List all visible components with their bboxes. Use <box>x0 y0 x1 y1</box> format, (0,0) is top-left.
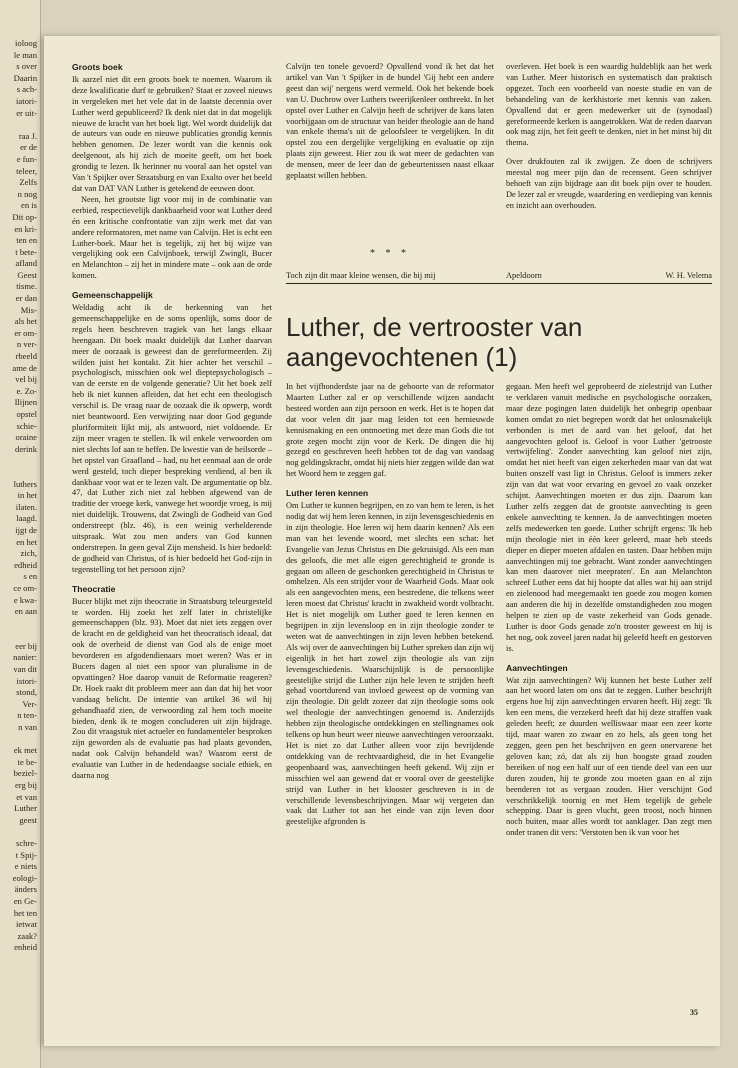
body-paragraph: In het vijfhonderdste jaar na de geboorte van de reformator Maarten Luther zal er op verschillende wijzen aandacht besteed worden aan zijn persoon en werk. Het is te hopen dat dat voor velen dit jaar mag leiden tot een hernieuwde kennismaking en een ontmoeting met deze man Gods die tot grote zegen mocht zijn voor de Kerk. De dingen die hij gezegd en geschreven heeft hebben tot de dag van vandaag nog geldingskracht, omdat hij niets hier zeggen wilde dan wat het Woord hem te zeggen gaf. <box>286 382 494 479</box>
adjacent-page-fragment: Zelfs <box>19 177 37 188</box>
body-paragraph: Bucer blijkt met zijn theocratie in Straatsburg teleurgesteld te worden. Hij zoekt het zelf later in christelijke gemeenschappen (blz. 93). Moet dat niet iets zeggen over de kracht en de geldigheid van het theocratisch ideaal, dat ook de overheid de dienst van God als de enige moet bevorderen en afgodendienaars moet weren? Was er in Bucers dagen al niet een spoor van pluralisme in de opvattingen? Hoe daarop vanuit de Reformatie reageren? Dr. Hoek raakt dit probleem meer aan dan dat hij het voor vandaag belicht. De intentie van artikel 36 wil hij gehandhaafd zien, de verwoording zal hem toch moeite bieden, denk ik te mogen concluderen uit zijn bijdrage. Zou dit vraagstuk niet actueler en fundamenteler besproken zijn geworden als de evaluatie pas had plaats gevonden, nadat ook Calvijn behandeld was? Waarom eerst de evaluatie van Luther in de hedendaagse sociale ethiek, en daarna nog <box>72 596 272 781</box>
adjacent-page-fragment: n ver- <box>16 339 37 350</box>
adjacent-page-fragment: ioloog <box>15 38 37 48</box>
review-paragraph: overleven. Het boek is een waardig huldeblijk aan het werk van Luther. Meer historisch en systematisch dan praktisch opgezet. Toch een voorbeeld van noeste studie en van de behandeling van de kerkhistorie met kennis van zaken. Opvallend dat er geen medewerker uit de (synodaal) gereformeerde kerken is aangetrokken. Wat de reden daarvan ook mag zijn, het feit geeft te denken, niet in het minst bij dit thema. <box>506 62 712 148</box>
review-paragraph: Over drukfouten zal ik zwijgen. Ze doen de schrijvers meestal nog meer pijn dan de recensent. Geen schrijver behoeft van zijn bijdrage aan dit boek pijn over te houden. De lezer zal er vreugde, waardering en verdieping van kennis en inzicht aan overhouden. <box>506 157 712 210</box>
adjacent-page-strip <box>0 0 41 1068</box>
adjacent-page-fragment: Daarin <box>13 72 37 83</box>
adjacent-page-fragment: en is <box>21 200 37 211</box>
adjacent-page-fragment: en kri- <box>14 223 37 234</box>
adjacent-page-fragment <box>0 629 40 641</box>
adjacent-page-fragment: afland <box>15 258 37 269</box>
body-paragraph: Weldadig acht ik de herkenning van het gemeenschappelijke en de soms openlijk, soms door de regels heen beschreven tragiek van het langs elkaar heengaan. Dit boek maakt duidelijk dat Luther daarvan meer de oorzaak is geweest dan de gereformeerden. Zij wilden juist het kontakt. Zit hier achter het verschil – psychologisch, misschien ook wel dieptepsychologisch – van de eerste en de volgende generatie? Uit het boek zelf heb ik niet kunnen afleiden, dat het echt een theologisch verschil is. De vraag naar de oozaak die ik opwerp, wordt niet beantwoord. Een verwijzing naar door God gegunde pluriformiteit lijkt mij, als antwoord, niet voldoende. Er zijn meer vragen te stellen. Ik wil enkele verwoorden om niet slechts lof aan te heffen. De kwestie van de heilsorde – het opstel van Graafland – had, nu het eenmaal aan de orde werd gesteld, toch dieper bespreking verdiend, al ben ik dankbaar voor wat er te lezen valt. De argumentatie op blz. 47, dat Luther zich niet zal hebben afgewend van de traditie der vroege kerk, vanwege het woordje vroeg, is mij niet duidelijk. Trouwens, dat Zwingli de Godheid van God onderstreept (blz. 46), is een weinig verhelderende uitspraak. Wat zou men anders van God kunnen onderstrepen. In geen geval Zijn menshеid. Is hier bedoeld: de godheid van Christus, of is hier bedoeld het God-zijn in tegenstelling tot het persoon zijn? <box>72 303 272 574</box>
article-headline: Luther, de vertrooster van aangevochtenen (1) <box>286 312 583 372</box>
adjacent-page-fragment: zaak? <box>17 930 37 941</box>
adjacent-page-fragment <box>0 467 40 479</box>
adjacent-page-fragment: beziel- <box>13 768 37 779</box>
adjacent-page-fragment: er de <box>20 142 37 153</box>
review-column-2 <box>286 62 494 262</box>
article-column-2 <box>506 382 712 1002</box>
adjacent-page-fragment: derink <box>15 443 37 454</box>
adjacent-page-fragment: opstel <box>16 409 37 419</box>
adjacent-page-fragment: et van <box>16 791 37 802</box>
adjacent-page-fragment: le man <box>13 49 37 60</box>
section-heading: Theocratie <box>72 583 116 594</box>
review-column-1 <box>72 62 272 1002</box>
adjacent-page-fragment: edheid <box>14 559 37 570</box>
adjacent-page-fragment: n van <box>18 722 37 733</box>
body-paragraph: Neen, het grootste ligt voor mij in de combinatie van eerbied, respectievelijk dankbaarheid voor wat Luther deed én een kritische confrontatie van zijn werk met dat van andere reformatoren, met name van Calvijn. Het is echt een Luther-boek. Maar het is tegelijk, zij het bij wijze van vergelijking ook een Calvijnboek, terwijl Zwingli, Bucer en Melanchton – zij het in mindere mate – ook aan de orde komen. <box>72 194 272 281</box>
adjacent-page-fragment: eer bij <box>15 640 37 651</box>
adjacent-page-fragment: er om- <box>14 327 37 338</box>
adjacent-page-fragment: rbeeld <box>15 351 37 362</box>
adjacent-page-fragment <box>0 119 40 131</box>
page-number: 35 <box>690 1008 698 1017</box>
adjacent-page-fragment: t Spij- <box>15 849 37 860</box>
adjacent-page-fragment: n ten- <box>17 710 37 721</box>
adjacent-page-fragment: nanier: <box>13 652 37 663</box>
adjacent-page-fragment: ietwat <box>16 919 37 930</box>
adjacent-page-fragment: e kwa- <box>13 594 37 605</box>
adjacent-page-fragment: en aan <box>14 606 37 617</box>
adjacent-page-fragment: erg bij <box>14 780 37 790</box>
adjacent-page-fragment: het ten <box>13 907 37 918</box>
section-divider-stars: * * * <box>370 248 410 259</box>
adjacent-page-fragment: s over <box>16 61 37 72</box>
review-paragraph: Calvijn ten tonele gevoerd? Opvallend vond ik het dat het artikel van Van 't Spijker in de bundel 'Gij hebt een andere geest dan wij' nergens werd vermeld. Ook het bekende boek van U. Duchrow over Luthers tweerijkenleer ontbreekt. In het opstel over Luther en Calvijn heeft de schrijver de kans laten voorbijgaan om de structuur van beider theologie aan de hand van enkele thema's uit de geloofsleer te vergelijken. In dit opstel zou een dergelijke vergelijking en evaluatie op zijn plaats zijn geweest. Hier zou ik wat meer de gedachten van de mensen, meer de leer dan de gebeurtenissen naast elkaar geplaatst willen hebben. <box>286 62 494 181</box>
article-column-1 <box>286 382 494 1002</box>
adjacent-page-fragment: raa J. <box>18 130 37 141</box>
adjacent-page-fragment: Mis- <box>20 304 37 315</box>
adjacent-page-fragment <box>0 826 40 838</box>
adjacent-page-fragment: e. Zo- <box>16 385 37 396</box>
adjacent-page-fragment: er dan <box>15 293 37 304</box>
adjacent-page-fragment: laagd. <box>16 513 37 524</box>
adjacent-page-fragment: te be- <box>17 756 37 767</box>
adjacent-page-fragment: Dit op- <box>12 211 37 222</box>
adjacent-page-fragment: änders <box>14 884 37 895</box>
adjacent-page-fragment: en het <box>16 536 37 547</box>
adjacent-page-fragment: in het <box>17 490 37 501</box>
body-paragraph: Wat zijn aanvechtingen? Wij kunnen het beste Luther zelf aan het woord laten om ons dat te zeggen. Luther beschrijft ergens hoe hij zijn aanvechtingen ervaren heeft. Hij zegt: 'Ik ken een mens, die verzekerd heeft dat hij deze straffen vaak geleden heeft; ze duurden welliswaar maar een zeer korte tijd, maar waren zo zwaar en zo hels, als geen tong het zeggen, geen pen het beschrijven en geen onervarene het geloven kan; zó, dat als zij hun hoogste graad zouden bereiken of nog een half uur of een tiende deel van een uur duren zouden, hij te gronde zou moeten gaan en al zijn beenderen tot as vergaan zouden. Hier verschijnt God verschrikkelijk toornig en met Hem tegelijk de gehele schepping. Daar is geen vlucht, geen troost, noch binnen noch buiten, maar alles wordt tot aanklager. Dan zegt men onder tranen dit vers: 'Verstoten ben ik van voor het <box>506 675 712 838</box>
adjacent-page-fragment: ame de <box>12 362 37 373</box>
body-paragraph: gegaan. Men heeft wel geprobeerd de zielestrijd van Luther te verklaren vanuit medische en psychologische oorzaken, maar deze pogingen laten duidelijk het onbegrip openbaar komen omdat zo niet begrepen wordt dat het onlosmakelijk verbonden is met de aard van het geloof, dat het aangevochten geloof is. Geloof is voor Luther 'getrooste vertwijfeling'. Zonder aanvechting kan geloof niet zijn, omdat het niet heeft van eigen zekerheden maar van dat wat buiten onszelf vast ligt in Christus. Geloof is immers zeker zijn van dat wat voor ervaring en gevoel zo vaak onzeker schijnt. Aanvechtingen moeten er dus zijn. Daarom kan Luther zelfs zeggen dat de grootste aanvechting is geen enkele aanvechting te kennen. Ja de aanvechtingen moeten zelfs medewerken ten goede. Luther schrijft ergens: 'Ik heb mijn theologie niet in één keer geleerd, maar heb steeds dieper en dieper moeten afdalen en tasten. Daar hebben mijn aanvechtingen mij toe gebracht. Want zonder aanvechtingen kan men daarover niet meepraten'. En aan Melanchton schreef Luther eens dat hij hoopte dat alles wat hij aan strijd en zielenood had meegemaakt ten goede zou mogen komen aan anderen die hij in dezelfde omstandigheden zou mogen helpen te zien op de vaste zekerheid van Gods genade. Luther is door Gods genade zo'n trooster geweest en hij is het nog, ook zoveel jaren nadat hij geleefd heeft en gestorven is. <box>506 382 712 653</box>
adjacent-page-fragment: luthers <box>13 478 37 489</box>
adjacent-page-fragment: er uit- <box>16 107 37 118</box>
adjacent-page-fragment: als het <box>14 316 37 327</box>
adjacent-page-fragment: schie- <box>16 420 37 431</box>
adjacent-page-fragment: e niets <box>14 861 37 872</box>
adjacent-page-fragment: s ach- <box>16 84 37 95</box>
adjacent-page-fragment: istori- <box>16 675 37 686</box>
adjacent-page-fragment: e fun- <box>16 153 37 164</box>
adjacent-page-fragment: Luther <box>14 803 37 814</box>
adjacent-page-fragment: ek met <box>13 745 37 756</box>
adjacent-page-fragment: en Ge- <box>13 895 37 906</box>
adjacent-page-fragment: s en <box>23 571 37 582</box>
body-paragraph: Om Luther te kunnen begrijpen, en zo van hem te leren, is het nodig dat wij hem leren kennen, in zijn levensgeschiedenis en in zijn theologie. Hoe leren wij hem daarin kennen? Als een man van het levende woord, met slechts een schat: het Evangelie van Jezus Christus en Die gekruisigd. Als een man des geloofs, die met alle eigen gerechtigheid te gronde is gegaan om alleen de geschonken gerechtigheid in Christus te omhelzen. Als een strijder voor de Waarheid Gods. Maar ook als een aangevochten mens, een bestredene, die telkens weer leren moest dat Christus' kracht in zwakheid wordt volbracht. Het is niet mogelijk om Luther goed te leren kennen en begrijpen in zijn levensloop en in zijn theologie zonder te weten wat de aanvechtingen in zijn leven hebben betekend. Als wij over de aanvechtingen bij Luther spreken dan zijn wij eigenlijk in het hart zowel zijn theologie als van zijn levensgeschiedenis. Waarschijnlijk is de persoonlijke geestelijke strijd die Luther zijn hele leven te strijden heeft gehad voortdurend van invloed geweest op de vorming van zijn theologie. Dit geldt zozeer dat zijn theologie soms ook wel theologie der aanvechtingen genoemd is. Anderzijds hebben zijn theologische ontdekkingen en stellingnames ook telkens op hun beurt weer nieuwe aanvechtingen veroorzaakt. Het is niet zo dat Luther alleen voor zijn bevrijdende ontdekking van de rechtvaardigheid, die in het Evangelie geopenbaard was, aanvechtingen heeft gekend. Wij zijn er misschien wel aan gewend dat er vooral over de geestelijke strijd van Luther in het klooster geschreven is in de verschillende levensbeschrijvingen. Maar wij vergeten dan vaak dat Luther tot aan het einde van zijn leven door geestelijke afgronden is <box>286 501 494 827</box>
adjacent-page-fragment: van dit <box>13 664 37 675</box>
adjacent-page-fragment <box>0 455 40 467</box>
closing-line: Toch zijn dit maar kleine wensen, die bij mij <box>286 271 436 280</box>
adjacent-page-fragment: schre- <box>16 837 37 848</box>
section-heading: Aanvechtingen <box>506 662 568 673</box>
adjacent-page-fragment: ten en <box>16 235 37 246</box>
adjacent-page-fragment: ce om- <box>13 582 37 593</box>
adjacent-page-fragment: iatori- <box>16 95 37 106</box>
review-column-3 <box>506 62 712 262</box>
adjacent-page-fragment: vel bij <box>15 374 37 385</box>
adjacent-page-fragment <box>0 734 40 746</box>
adjacent-page-fragment: n nog <box>17 188 37 199</box>
adjacent-page-fragment: Ver- <box>22 698 37 709</box>
adjacent-page-fragment: geest <box>19 814 37 825</box>
section-heading: Gemeenschappelijk <box>72 290 153 301</box>
section-heading: Groots boek <box>72 62 123 72</box>
adjacent-page-fragment: eologi- <box>12 872 37 883</box>
adjacent-page-fragment: t bete- <box>15 246 37 257</box>
adjacent-page-fragment: enheid <box>14 942 37 953</box>
adjacent-page-fragment: Geest <box>17 269 37 280</box>
adjacent-page-fragment: tisme. <box>16 281 37 292</box>
signature-author: W. H. Velema <box>665 271 712 280</box>
signature-place: Apeldoorn <box>506 271 542 280</box>
adjacent-page-fragment: teleer, <box>16 165 37 176</box>
adjacent-page-fragment: oraine <box>15 432 37 443</box>
adjacent-page-fragment: ijgt de <box>15 524 37 535</box>
adjacent-page-fragment: stond, <box>16 687 37 698</box>
horizontal-rule <box>286 283 712 284</box>
adjacent-page-fragment: zich, <box>20 548 37 559</box>
adjacent-page-fragment: Ilijnen <box>14 397 37 408</box>
adjacent-page-fragment <box>0 618 40 630</box>
adjacent-page-fragment: ilaten. <box>15 501 37 512</box>
body-paragraph: Ik aarzel niet dit een groots boek te noemen. Waarom ik deze kwalificatie durf te gebruiken? Staat er zoveel nieuws in vergeleken met het vele dat in de laatste decennia over Luther werd gepubliceerd? Ik denk niet dat in dat mogelijk nieuwe de kracht van het boek ligt. Wel wordt duidelijk dat de auteurs van oude en nieuwe publicaties grondig kennis hebben genomen. De lezer wordt van die kennis ook deelgenoot, als hij zich de moeite geeft, om het boek grondig te lezen. Ik herinner nu vooral aan het opstel van Van 't Spijker over Straatsburg en van Exalto over het beeld dat van DAT VAN Luther is getekend de eeuwen door. <box>72 74 272 193</box>
section-heading: Luther leren kennen <box>286 488 369 499</box>
